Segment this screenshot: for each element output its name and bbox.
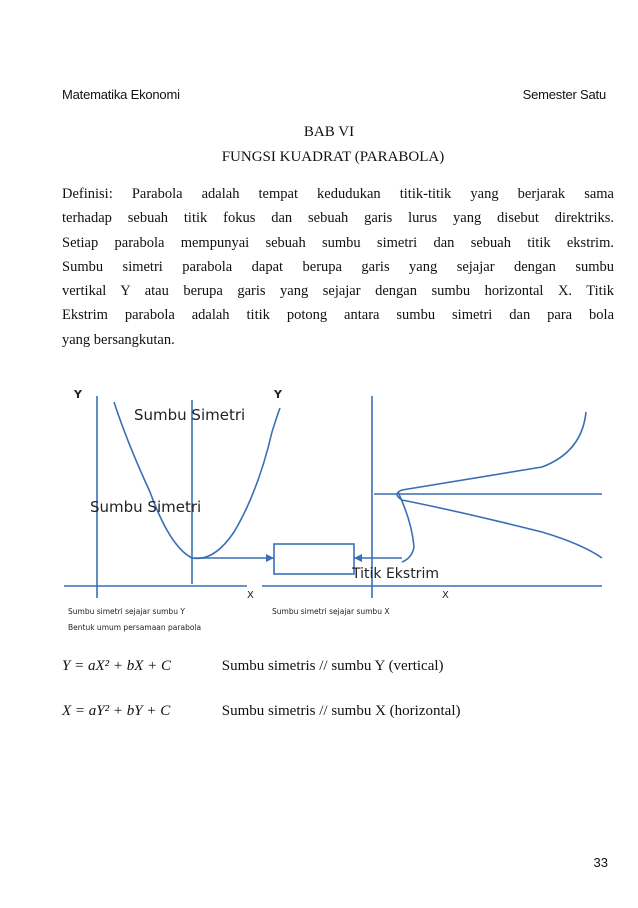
parabola-diagram: [62, 372, 614, 634]
equation-math: Y = aX² + bX + C: [62, 658, 172, 674]
left-parabola-curve: [114, 402, 280, 558]
left-arrowhead: [266, 554, 274, 562]
chapter-title: FUNGSI KUADRAT (PARABOLA): [221, 149, 445, 165]
fig-caption-bottom: Bentuk umum persamaan parabola: [68, 623, 202, 632]
equation-row-horizontal: [62, 703, 460, 720]
definition-line: Ekstrim parabola adalah titik potong antara sumbu simetri dan para bola: [62, 307, 614, 324]
fig-caption-right: Sumbu simetri sejajar sumbu X: [272, 607, 390, 616]
vertex-connector-box: [274, 544, 354, 574]
equation-description: Sumbu simetris // sumbu X (horizontal): [221, 703, 461, 719]
chapter-number: BAB VI: [303, 124, 355, 140]
equation-math: X = aY² + bY + C: [62, 703, 171, 719]
fig-label-titik-ekstrim: Titik Ekstrim: [352, 566, 439, 582]
equation-row-vertical: [62, 658, 444, 675]
fig-label-sumbu-simetri-mid: Sumbu Simetri: [90, 498, 202, 516]
definition-line: Setiap parabola mempunyai sebuah sumbu simetri dan sebuah titik ekstrim.: [62, 234, 614, 251]
fig-y-label-left: Y: [74, 388, 82, 401]
definition-line: vertikal Y atau berupa garis yang sejajar dengan sumbu horizontal X. Titik: [62, 283, 614, 300]
header-left-title: Matematika Ekonomi: [62, 87, 180, 102]
header-right-semester: Semester Satu: [522, 87, 606, 102]
fig-label-sumbu-simetri-top: Sumbu Simetri: [134, 406, 246, 424]
fig-x-label-left: X: [247, 590, 254, 601]
fig-y-label-right: Y: [274, 388, 282, 401]
page-number: 33: [593, 855, 608, 870]
definition-line: yang bersangkutan.: [62, 331, 175, 348]
right-arrowhead: [354, 554, 362, 562]
definition-paragraph: [62, 182, 614, 352]
parabola-figure: [62, 372, 614, 634]
definition-line: Definisi: Parabola adalah tempat kedudukan titik-titik yang berjarak sama: [62, 186, 614, 202]
definition-line: terhadap sebuah titik fokus dan sebuah garis lurus yang disebut direktriks.: [62, 210, 614, 227]
right-parabola-curve: [397, 412, 602, 558]
fig-caption-left: Sumbu simetri sejajar sumbu Y: [68, 607, 185, 616]
equation-description: Sumbu simetris // sumbu Y (vertical): [221, 658, 444, 674]
fig-x-label-right: X: [442, 590, 449, 601]
definition-line: Sumbu simetri parabola dapat berupa garis yang sejajar dengan sumbu: [62, 258, 614, 275]
